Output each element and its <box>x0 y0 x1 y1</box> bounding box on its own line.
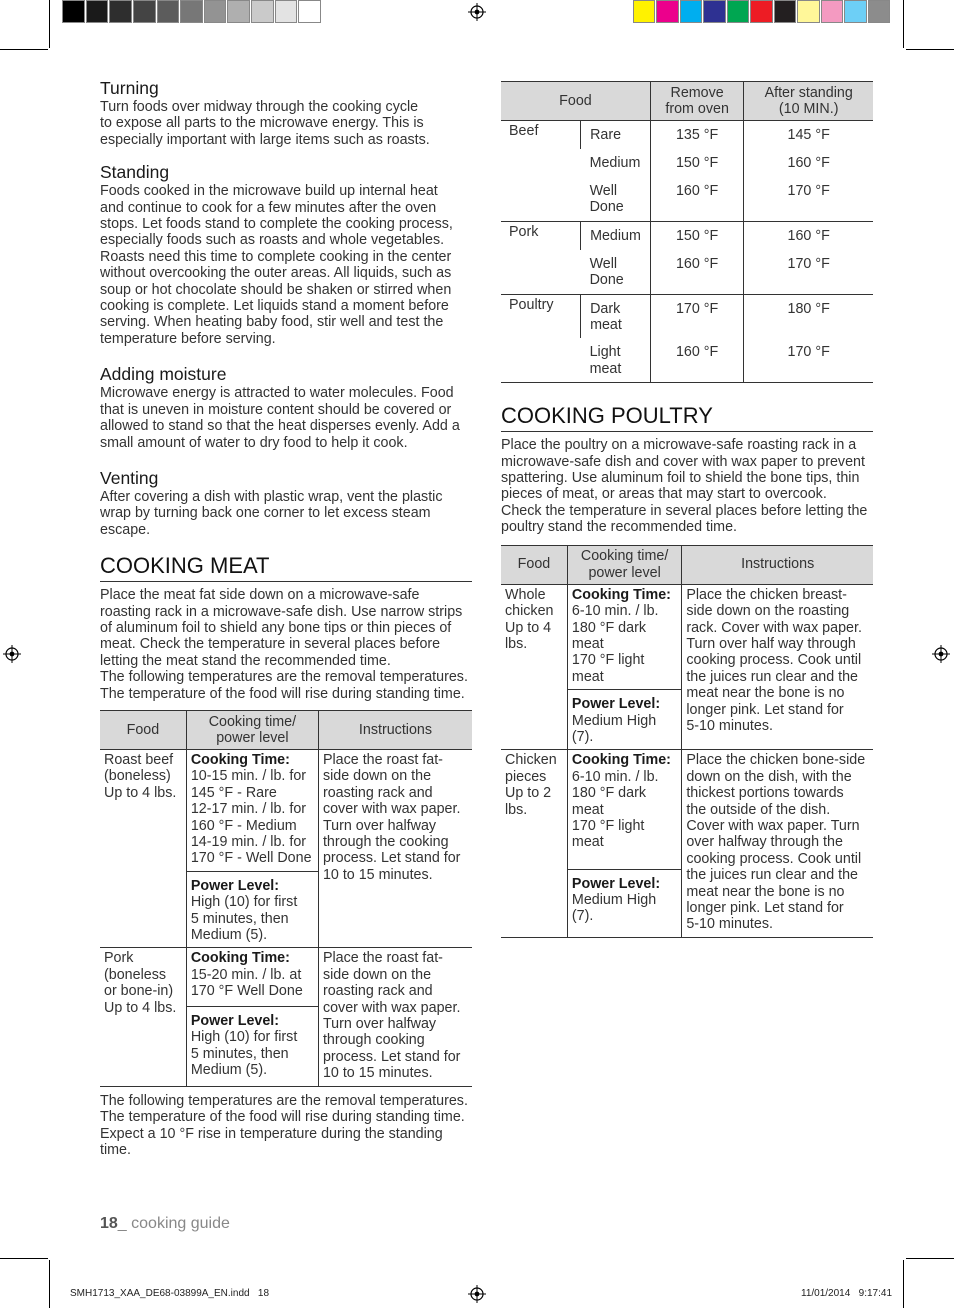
column-header: Instructions <box>682 545 873 584</box>
process-swatch <box>750 0 772 23</box>
gray-swatch <box>62 0 85 23</box>
cooking-meat-table <box>100 710 472 1087</box>
section-heading: Venting <box>100 467 159 488</box>
doneness-cell: Well Done <box>581 177 651 221</box>
text-line: without overcooking the outer areas. All liquids, such as <box>100 265 452 282</box>
table-row <box>501 294 873 338</box>
power-level-value: Medium High (7). <box>571 892 657 925</box>
power-level-label: Power Level: <box>571 875 661 892</box>
table-row <box>501 221 873 250</box>
cooking-time-cell <box>186 749 318 871</box>
crop-mark <box>49 0 50 48</box>
column-header: Instructions <box>318 710 472 749</box>
cooking-time-label: Cooking Time: <box>190 950 290 967</box>
power-level-value: Medium High (7). <box>571 712 657 745</box>
text-line: wrap by turning back one corner to let excess steam <box>100 505 431 522</box>
column-header: Food <box>501 545 567 584</box>
power-level-label: Power Level: <box>190 877 280 894</box>
cooking-time-label: Cooking Time: <box>571 586 671 603</box>
cooking-time-label: Cooking Time: <box>190 751 290 768</box>
table-row <box>501 584 873 689</box>
doneness-cell: Light meat <box>581 338 651 382</box>
standing-section <box>100 162 472 347</box>
cooking-time-value: 15-20 min. / lb. at 170 °F Well Done <box>190 966 303 1000</box>
process-swatch <box>774 0 796 23</box>
section-heading: Adding moisture <box>100 364 227 385</box>
remove-temp-cell: 160 °F <box>650 177 743 221</box>
text-line: time. <box>100 1141 131 1158</box>
doneness-cell: Medium <box>581 221 651 250</box>
text-line: stops. Let foods stand to complete the cooking process, <box>100 216 453 233</box>
standing-temp-cell: 170 °F <box>744 177 873 221</box>
gray-swatch <box>204 0 227 23</box>
table-row <box>100 948 472 1007</box>
registration-mark-icon <box>468 1285 486 1303</box>
registration-mark-icon <box>468 3 486 21</box>
crop-mark <box>903 0 904 48</box>
food-group-cell: Beef <box>501 121 581 222</box>
process-swatch <box>797 0 819 23</box>
process-swatch <box>821 0 843 23</box>
column-header: Cooking time/ power level <box>567 545 681 584</box>
instructions-cell: Place the roast fat- side down on the roasting rack and cover with wax paper. Turn over halfway through cooking process. Let stand for 10 to 15 minutes. <box>318 948 472 1086</box>
process-swatch <box>656 0 678 23</box>
section-body <box>100 99 472 148</box>
text-line: Turn foods over midway through the cooking cycle <box>100 99 419 115</box>
text-line: pieces of meat, or areas that may start to overcook. <box>501 486 827 503</box>
instructions-cell: Place the chicken bone-side down on the dish, with the thickest portions towards the outside of the dish. Cover with wax paper. Turn over halfway through the cooking process. Cook until the juices run clear and the meat near the bone is no longer pink. Let stand for 5-10 minutes. <box>682 750 873 937</box>
text-line: of aluminum foil to shield any bone tips or thin pieces of <box>100 619 452 636</box>
column-header: After standing (10 MIN.) <box>744 82 873 121</box>
text-line: Place the poultry on a microwave-safe roasting rack in a <box>501 437 857 454</box>
cooking-time-cell <box>186 948 318 1007</box>
cooking-time-value: 10-15 min. / lb. for 145 °F - Rare 12-17 min. / lb. for 160 °F - Medium 14-19 min. / lb. for 170 °F - Well Done <box>190 768 312 867</box>
power-level-label: Power Level: <box>190 1012 280 1029</box>
text-line: especially foods such as roasts and whole vegetables. <box>100 232 445 249</box>
text-line: The temperature of the food will rise during standing time. <box>100 1109 465 1126</box>
text-line: After covering a dish with plastic wrap, vent the plastic <box>100 488 443 505</box>
remove-temp-cell: 150 °F <box>650 221 743 250</box>
text-line: Place the meat fat side down on a microwave-safe <box>100 587 420 604</box>
text-line: Check the temperature in several places before letting the <box>501 502 868 519</box>
crop-mark <box>49 1260 50 1308</box>
process-color-bar <box>633 0 891 24</box>
temperature-table <box>501 81 873 383</box>
instructions-cell: Place the chicken breast- side down on the roasting rack. Cover with wax paper. Turn over half way through cooking process. Cook until the juices run clear and the meat near the bone is no longer pink. Let stand for 5-10 minutes. <box>682 584 873 750</box>
left-column <box>100 78 472 1158</box>
table-row <box>501 750 873 869</box>
gray-swatch <box>180 0 203 23</box>
doneness-cell: Medium <box>589 155 641 171</box>
power-level-value: High (10) for first 5 minutes, then Medium (5). <box>190 894 298 944</box>
text-line: Expect a 10 °F rise in temperature during the standing <box>100 1125 443 1142</box>
text-line: The following temperatures are the removal temperatures. <box>100 1092 468 1109</box>
text-line: Microwave energy is attracted to water molecules. Food <box>100 385 454 402</box>
text-line: escape. <box>100 521 151 538</box>
doneness-cell: Rare <box>581 121 651 150</box>
text-line: letting the meat stand the recommended time. <box>100 652 391 669</box>
registration-mark-icon <box>932 645 950 663</box>
text-line: meat. Check the temperature in several places before <box>100 636 441 653</box>
crop-mark <box>906 1258 954 1259</box>
text-line: poultry stand the recommended time. <box>501 519 738 536</box>
column-header: Remove from oven <box>650 82 743 121</box>
cooking-poultry-heading: COOKING POULTRY <box>501 403 873 432</box>
file-slug: SMH1713_XAA_DE68-03899A_EN.indd 18 <box>70 1288 270 1299</box>
food-group-cell: Poultry <box>501 294 581 383</box>
page-footer <box>100 1215 230 1233</box>
cooking-time-value: 6-10 min. / lb. 180 °F dark meat 170 °F light meat <box>571 768 659 851</box>
registration-mark-icon <box>3 645 21 663</box>
text-line: to expose all parts to the microwave energy. This is <box>100 115 424 132</box>
grayscale-color-bar <box>62 0 322 24</box>
text-line: serving. When heating baby food, stir well and test the <box>100 314 444 331</box>
text-line: microwave-safe dish and cover with wax paper to prevent <box>501 453 865 470</box>
power-level-cell <box>186 1006 318 1086</box>
crop-mark <box>0 49 48 50</box>
process-swatch <box>868 0 890 23</box>
cooking-time-label: Cooking Time: <box>571 752 671 769</box>
section-heading: Standing <box>100 162 170 183</box>
process-swatch <box>727 0 749 23</box>
gray-swatch <box>86 0 109 23</box>
text-line: The following temperatures are the removal temperatures. <box>100 669 468 686</box>
process-swatch <box>633 0 655 23</box>
text-line: The temperature of the food will rise during standing time. <box>100 685 465 702</box>
cooking-poultry-section <box>501 403 873 938</box>
section-body <box>100 489 472 538</box>
adding-moisture-section <box>100 364 472 451</box>
text-line: spattering. Use aluminum foil to shield the bone tips, thin <box>501 470 860 487</box>
gray-swatch <box>157 0 180 23</box>
cooking-time-cell <box>567 750 681 869</box>
remove-temp-cell: 150 °F <box>650 149 743 177</box>
text-line: Roasts need this time to complete cooking in the center <box>100 248 452 265</box>
print-date: 11/01/2014 9:17:41 <box>801 1288 893 1299</box>
column-header: Cooking time/ power level <box>186 710 318 749</box>
remove-temp-cell: 160 °F <box>650 338 743 382</box>
power-level-value: High (10) for first 5 minutes, then Medium (5). <box>190 1029 298 1079</box>
cooking-meat-intro <box>100 587 472 702</box>
venting-section <box>100 468 472 538</box>
column-header: Food <box>501 82 650 121</box>
text-line: roasting rack in a microwave-safe dish. Use narrow strips <box>100 603 463 620</box>
text-line: and continue to cook for a few minutes after the oven <box>100 199 437 216</box>
cooking-meat-note <box>100 1093 472 1159</box>
remove-temp-cell: 160 °F <box>650 250 743 294</box>
food-cell: Roast beef (boneless) Up to 4 lbs. <box>100 749 186 947</box>
text-line: soup or hot chocolate should be shaken or stirred when <box>100 281 452 298</box>
cooking-time-cell <box>567 584 681 689</box>
doneness-cell: Dark meat <box>581 294 651 338</box>
food-cell: Whole chicken Up to 4 lbs. <box>501 584 567 750</box>
gray-swatch <box>227 0 250 23</box>
standing-temp-cell: 170 °F <box>744 250 873 294</box>
text-line: cooking is complete. Let liquids stand a moment before <box>100 298 449 315</box>
text-line: allowed to stand so that the heat disperses evenly. Add a <box>100 418 460 435</box>
cooking-meat-section <box>100 553 472 1158</box>
gray-swatch <box>251 0 274 23</box>
text-line: especially important with large items such as roasts. <box>100 131 430 148</box>
gray-swatch <box>298 0 321 23</box>
crop-mark <box>906 49 954 50</box>
food-cell: Pork (boneless or bone-in) Up to 4 lbs. <box>100 948 186 1086</box>
right-column <box>501 81 873 938</box>
process-swatch <box>680 0 702 23</box>
power-level-cell <box>567 690 681 750</box>
process-swatch <box>844 0 866 23</box>
page-label: _ cooking guide <box>117 1215 230 1232</box>
column-header: Food <box>100 710 186 749</box>
table-row <box>501 121 873 150</box>
table-row <box>100 749 472 871</box>
gray-swatch <box>133 0 156 23</box>
text-line: that is uneven in moisture content should be covered or <box>100 401 452 418</box>
text-line: Foods cooked in the microwave build up internal heat <box>100 183 438 200</box>
standing-temp-cell: 145 °F <box>744 121 873 150</box>
cooking-poultry-intro <box>501 437 873 535</box>
turning-section <box>100 78 472 148</box>
cooking-poultry-table <box>501 545 873 938</box>
instructions-cell: Place the roast fat- side down on the roasting rack and cover with wax paper. Turn over halfway through the cooking process. Let stand for 10 to 15 minutes. <box>318 749 472 947</box>
page-number: 18 <box>100 1215 118 1232</box>
cooking-time-value: 6-10 min. / lb. 180 °F dark meat 170 °F light meat <box>571 603 659 685</box>
standing-temp-cell: 160 °F <box>744 149 873 177</box>
gray-swatch <box>109 0 132 23</box>
crop-mark <box>0 1258 48 1259</box>
remove-temp-cell: 135 °F <box>650 121 743 150</box>
food-group-cell: Pork <box>501 221 581 294</box>
process-swatch <box>703 0 725 23</box>
text-line: temperature before serving. <box>100 330 276 347</box>
power-level-label: Power Level: <box>571 696 661 713</box>
standing-temp-cell: 160 °F <box>744 221 873 250</box>
standing-temp-cell: 180 °F <box>744 294 873 338</box>
food-cell: Chicken pieces Up to 2 lbs. <box>501 750 567 937</box>
gray-swatch <box>275 0 298 23</box>
section-body <box>100 183 472 347</box>
doneness-cell: Well Done <box>581 250 651 294</box>
cooking-meat-heading: COOKING MEAT <box>100 553 472 582</box>
power-level-cell <box>186 871 318 948</box>
standing-temp-cell: 170 °F <box>744 338 873 382</box>
text-line: small amount of water to dry food to help it cook. <box>100 434 408 451</box>
power-level-cell <box>567 869 681 937</box>
section-body <box>100 385 472 451</box>
section-heading: Turning <box>100 78 159 98</box>
remove-temp-cell: 170 °F <box>650 294 743 338</box>
crop-mark <box>903 1260 904 1308</box>
